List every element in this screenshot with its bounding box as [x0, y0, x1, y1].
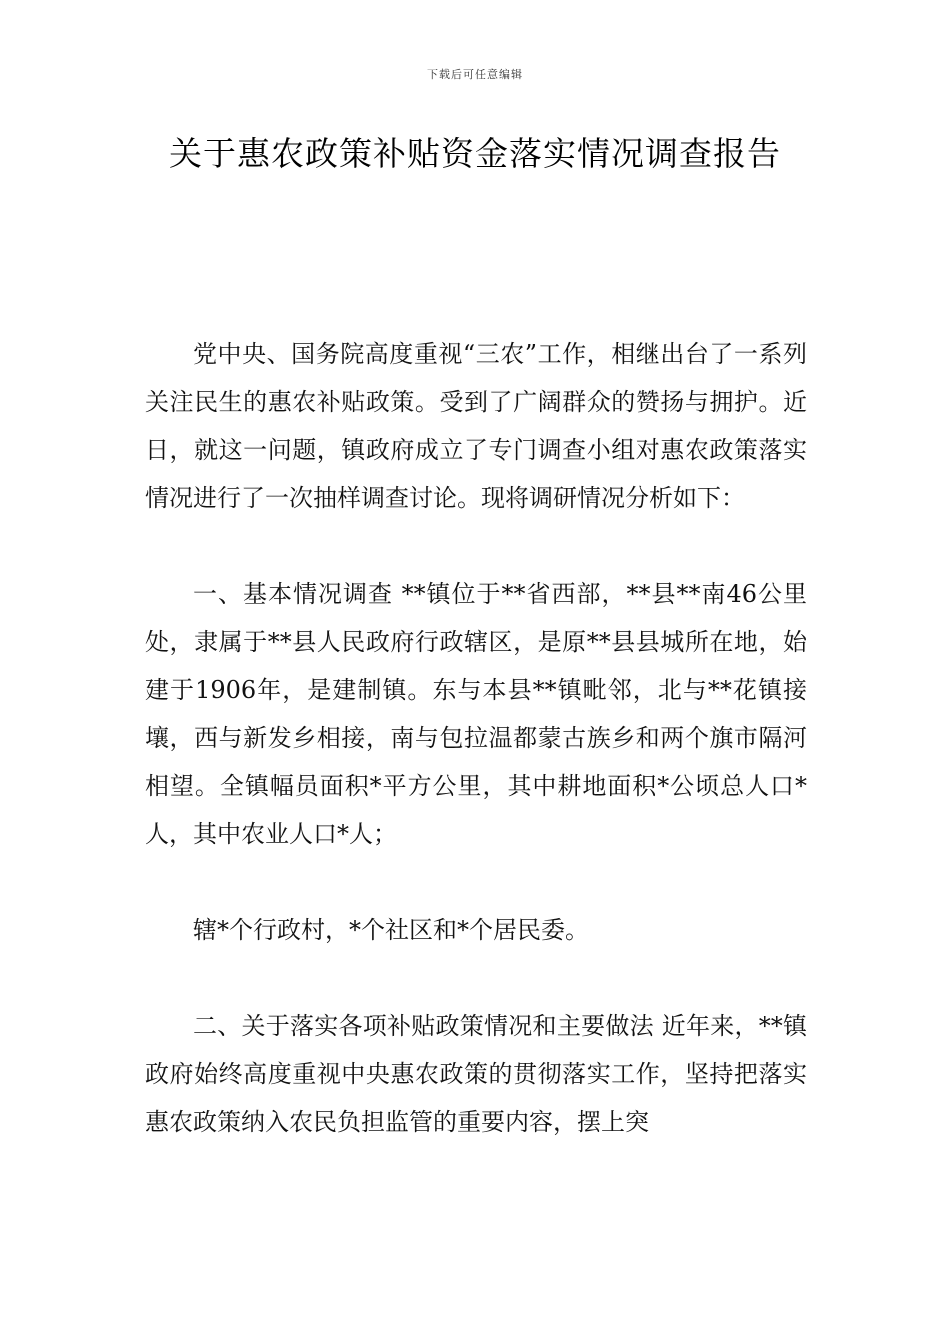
paragraph-jurisdiction: 辖*个行政村，*个社区和*个居民委。: [193, 916, 589, 944]
paragraph-subsidy-policy: 二、关于落实各项补贴政策情况和主要做法 近年来，**镇政府始终高度重视中央惠农政策的贯彻落实工作，坚持把落实惠农政策纳入农民负担监管的重要内容，摆上突: [145, 1012, 807, 1136]
document-body: [145, 330, 807, 1194]
paragraph-intro: 党中央、国务院高度重视“三农”工作，相继出台了一系列关注民生的惠农补贴政策。受到了广阔群众的赞扬与拥护。近日，就这一问题，镇政府成立了专门调查小组对惠农政策落实情况进行了一次抽样调查讨论。现将调研情况分析如下：: [145, 340, 807, 512]
paragraph-basic-situation: 一、基本情况调查 **镇位于**省西部，**县**南46公里处，隶属于**县人民政府行政辖区，是原**县县城所在地，始建于1906年，是建制镇。东与本县**镇毗邻，北与**花镇接壤，西与新发乡相接，南与包拉温都蒙古族乡和两个旗市隔河相望。全镇幅员面积*平方公里，其中耕地面积*公顷总人口*人，其中农业人口*人；: [145, 580, 807, 848]
header-note: 下载后可任意编辑: [427, 68, 523, 81]
document-title: 关于惠农政策补贴资金落实情况调查报告: [169, 134, 781, 173]
